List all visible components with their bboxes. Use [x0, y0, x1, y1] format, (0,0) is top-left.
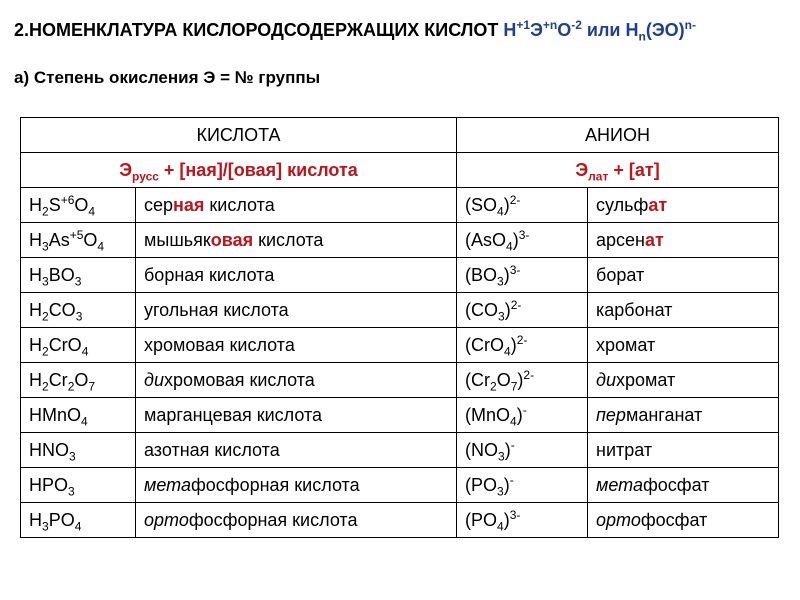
page-title [14, 18, 696, 44]
acid-formula: $HPO_3$ [21, 468, 136, 503]
table-row [21, 223, 779, 258]
anion-formula: $(PO_4)^{3-}$ [457, 503, 588, 538]
anion-formula: $(CO_3)^{2-}$ [457, 293, 588, 328]
anion-formula: $(NO_3)^-$ [457, 433, 588, 468]
anion-formula: $(AsO_4)^{3-}$ [457, 223, 588, 258]
anion-name: метафосфат [588, 468, 779, 503]
anion-formula: $(CrO_4)^{2-}$ [457, 328, 588, 363]
anion-name: арсенат [588, 223, 779, 258]
table-row [21, 188, 779, 223]
acid-formula: $H_2Cr_2O_7$ [21, 363, 136, 398]
anion-name: борат [588, 258, 779, 293]
acid-formula: $H_2S^{+6}O_4$ [21, 188, 136, 223]
acid-formula: $H_2CO_3$ [21, 293, 136, 328]
anion-name: ортофосфат [588, 503, 779, 538]
acid-formula: $HNO_3$ [21, 433, 136, 468]
acid-name: дихромовая кислота [136, 363, 457, 398]
table-row [21, 293, 779, 328]
acid-name: мышьяковая кислота [136, 223, 457, 258]
rule-acid: $Э_{русс}$ + [ная]/[овая] кислота [21, 153, 457, 188]
anion-name: перманганат [588, 398, 779, 433]
acid-name: борная кислота [136, 258, 457, 293]
acid-formula: $H_3PO_4$ [21, 503, 136, 538]
anion-name: сульфат [588, 188, 779, 223]
header-anion: АНИОН [457, 118, 779, 153]
anion-name: хромат [588, 328, 779, 363]
anion-formula: $(PO_3)^-$ [457, 468, 588, 503]
acid-name: азотная кислота [136, 433, 457, 468]
acid-name: метафосфорная кислота [136, 468, 457, 503]
anion-name: карбонат [588, 293, 779, 328]
anion-formula: (MnO$_4$)- [457, 398, 588, 433]
acid-formula: $H_2CrO_4$ [21, 328, 136, 363]
acid-formula: $H_3As^{+5}O_4$ [21, 223, 136, 258]
anion-formula: $(SO_4)^{2-}$ [457, 188, 588, 223]
table-row [21, 398, 779, 433]
table-row [21, 363, 779, 398]
section-subtitle: а) Степень окисления Э = № группы [14, 68, 321, 87]
table-row [21, 433, 779, 468]
acid-name: хромовая кислота [136, 328, 457, 363]
acid-name: серная кислота [136, 188, 457, 223]
anion-name: дихромат [588, 363, 779, 398]
anion-name: нитрат [588, 433, 779, 468]
title-text: 2.НОМЕНКЛАТУРА КИСЛОРОДСОДЕРЖАЩИХ КИСЛОТ [14, 20, 504, 40]
acid-formula: $H_3BO_3$ [21, 258, 136, 293]
table-row [21, 328, 779, 363]
table-row [21, 258, 779, 293]
anion-formula: $(BO_3)^{3-}$ [457, 258, 588, 293]
header-acid: КИСЛОТА [21, 118, 457, 153]
rule-anion: $Э_{лат} + [ат]$ [457, 153, 779, 188]
table-row [21, 503, 779, 538]
table-row [21, 468, 779, 503]
acid-formula: HMnO$_4$ [21, 398, 136, 433]
acid-name: ортофосфорная кислота [136, 503, 457, 538]
acid-name: угольная кислота [136, 293, 457, 328]
nomenclature-table [20, 117, 779, 538]
general-formula: $Н^{+1}Э^{+n}О^{-2}$ или $Н_n(ЭО)^{n-}$ [503, 18, 696, 44]
anion-formula: $(Cr_2O_7)^{2-}$ [457, 363, 588, 398]
acid-name: марганцевая кислота [136, 398, 457, 433]
